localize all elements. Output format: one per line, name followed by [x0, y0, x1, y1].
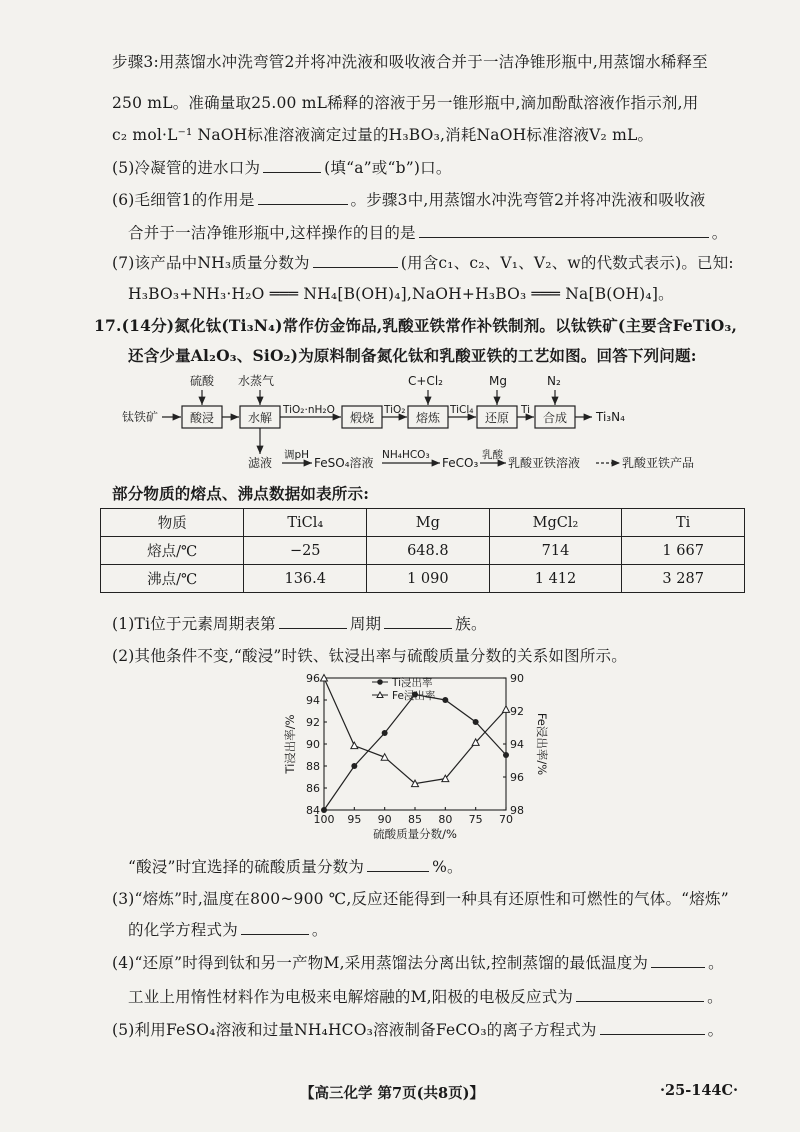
answer-blank[interactable] [241, 920, 309, 935]
q5-text-post: (填“a”或“b”)口。 [324, 159, 452, 177]
question-4-line2 [128, 985, 723, 1007]
flow-box-label: 还原 [485, 411, 510, 425]
y2-tick-label: 92 [510, 705, 524, 718]
table-cell: 648.8 [367, 537, 490, 565]
q7-text: (7)该产品中NH₃质量分数为 [112, 254, 310, 272]
q4-text-post: 。 [708, 954, 724, 972]
table-header-cell: 物质 [101, 509, 244, 537]
question-4-line1 [112, 951, 724, 973]
step3-line3: c₂ mol·L⁻¹ NaOH标准溶液滴定过量的H₃BO₃,消耗NaOH标准溶液V₂ mL。 [112, 126, 654, 144]
question-1 [112, 612, 487, 634]
page-footer: 【高三化学 第7页(共8页)】 [300, 1085, 484, 1102]
data-point-ti [503, 752, 509, 758]
answer-blank[interactable] [419, 223, 709, 238]
leaching-rate-chart [280, 668, 550, 848]
q4-text-line2-post: 。 [707, 988, 723, 1006]
x-tick-label: 75 [468, 813, 483, 826]
flow-product: Ti₃N₄ [596, 410, 625, 424]
legend-label-fe: Fe浸出率 [392, 690, 436, 702]
data-point-ti [442, 697, 448, 703]
flow-box-label: 水解 [248, 411, 273, 425]
q7-text-post: (用含c₁、c₂、V₁、V₂、w的代数式表示)。已知: [400, 254, 734, 272]
question-5b [112, 1018, 723, 1040]
y-tick-label: 84 [306, 804, 320, 817]
question-3-line2 [128, 918, 328, 940]
y2-tick-label: 94 [510, 738, 524, 751]
answer-blank[interactable] [651, 953, 705, 968]
table-cell: 714 [489, 537, 622, 565]
q17-intro-line1: 17.(14分)氮化钛(Ti₃N₄)常作仿金饰品,乳酸亚铁常作补铁制剂。以钛铁矿(主要含FeTiO₃, [94, 316, 738, 335]
y-tick-label: 88 [306, 760, 320, 773]
legend-label-ti: Ti浸出率 [392, 677, 433, 689]
legend-marker-ti [377, 679, 383, 685]
flow-reagent: 水蒸气 [238, 374, 275, 388]
answer-blank[interactable] [258, 190, 348, 205]
flow-sub: 滤液 [248, 456, 273, 470]
x-tick-label: 90 [377, 813, 392, 826]
flow-sub: FeSO₄溶液 [314, 456, 374, 470]
table-cell: 沸点/℃ [101, 565, 244, 593]
data-point-fe [381, 754, 388, 761]
flow-reagent: 硫酸 [190, 374, 215, 388]
answer-blank[interactable] [279, 614, 347, 629]
chart-y2-label: Fe浸出率/% [535, 712, 549, 776]
table-header-cell: Ti [622, 509, 745, 537]
flow-sub: 乳酸亚铁产品 [622, 456, 695, 470]
x-tick-label: 95 [347, 813, 362, 826]
q5b-text-post: 。 [707, 1021, 724, 1039]
data-point-fe [351, 742, 358, 749]
y2-tick-label: 90 [510, 672, 524, 685]
q1-text: (1)Ti位于元素周期表第 [112, 615, 276, 633]
answer-blank[interactable] [600, 1020, 705, 1035]
question-7 [112, 251, 734, 273]
table-cell: −25 [244, 537, 367, 565]
table-cell: 1 412 [489, 565, 622, 593]
table-header-row [101, 509, 745, 537]
question-2b [128, 855, 463, 877]
data-point-ti [321, 807, 327, 813]
y-tick-label: 92 [306, 716, 320, 729]
table-header-cell: Mg [367, 509, 490, 537]
q5b-text: (5)利用FeSO₄溶液和过量NH₄HCO₃溶液制备FeCO₃的离子方程式为 [112, 1021, 597, 1039]
table-intro: 部分物质的熔点、沸点数据如表所示: [112, 484, 370, 503]
x-tick-label: 100 [313, 813, 335, 826]
y2-tick-label: 98 [510, 804, 524, 817]
y-tick-label: 90 [306, 738, 320, 751]
answer-blank[interactable] [576, 987, 704, 1002]
q1-text-mid: 周期 [349, 615, 382, 633]
y-tick-label: 94 [306, 694, 320, 707]
chart-x-label: 硫酸质量分数/% [373, 827, 457, 841]
chart-y-label: Ti浸出率/% [283, 714, 297, 774]
q4-text-line2: 工业上用惰性材料作为电极来电解熔融的M,阳极的电极反应式为 [128, 988, 574, 1006]
flow-sub: FeCO₃ [442, 456, 479, 470]
flow-sub: NH₄HCO₃ [382, 449, 430, 461]
x-tick-label: 70 [499, 813, 513, 826]
data-point-ti [382, 730, 388, 736]
table-cell: 1 090 [367, 565, 490, 593]
question-6-line2 [128, 221, 727, 243]
question-6 [112, 188, 705, 210]
q17-intro-line2: 还含少量Al₂O₃、SiO₂)为原料制备氮化钛和乳酸亚铁的工艺如图。回答下列问题: [128, 346, 697, 365]
flow-box-label: 酸浸 [190, 411, 215, 425]
table-cell: 1 667 [622, 537, 745, 565]
process-flow-diagram [0, 368, 800, 488]
flow-sub: 调pH [284, 449, 310, 461]
flow-sub: 乳酸亚铁溶液 [508, 456, 581, 470]
table-header-cell: MgCl₂ [489, 509, 622, 537]
table-cell: 3 287 [622, 565, 745, 593]
flow-reagent: N₂ [547, 374, 561, 388]
question-2: (2)其他条件不变,“酸浸”时铁、钛浸出率与硫酸质量分数的关系如图所示。 [112, 647, 627, 665]
question-3-line1: (3)“熔炼”时,温度在800~900 ℃,反应还能得到一种具有还原性和可燃性的气体。“熔炼” [112, 890, 729, 908]
flow-arrow-label: TiO₂·nH₂O [283, 404, 335, 416]
q2b-text-post: %。 [432, 858, 463, 876]
step3-line1: 步骤3:用蒸馏水冲洗弯管2并将冲洗液和吸收液合并于一洁净锥形瓶中,用蒸馏水稀释至 [112, 53, 708, 71]
table-row [101, 565, 745, 593]
question-5 [112, 156, 452, 178]
answer-blank[interactable] [367, 857, 429, 872]
flow-arrow-label: TiO₂ [384, 404, 406, 416]
table-row [101, 537, 745, 565]
q3-text: 的化学方程式为 [128, 921, 238, 939]
table-header-cell: TiCl₄ [244, 509, 367, 537]
table-cell: 熔点/℃ [101, 537, 244, 565]
y-tick-label: 96 [306, 672, 320, 685]
q6-text: (6)毛细管1的作用是 [112, 191, 255, 209]
flow-box-label: 熔炼 [416, 411, 441, 425]
flow-box-label: 煅烧 [350, 411, 375, 425]
answer-blank[interactable] [313, 253, 398, 268]
step3-line2: 250 mL。准确量取25.00 mL稀释的溶液于另一锥形瓶中,滴加酚酞溶液作指示剂,用 [112, 94, 699, 112]
answer-blank[interactable] [384, 614, 452, 629]
page-code: ·25-144C· [660, 1082, 739, 1099]
answer-blank[interactable] [263, 158, 321, 173]
flow-sub: 乳酸 [482, 449, 503, 461]
q3-text-post: 。 [311, 921, 328, 939]
y-tick-label: 86 [306, 782, 320, 795]
series-line-ti [324, 695, 506, 811]
q6-text-mid: 。步骤3中,用蒸馏水冲洗弯管2并将冲洗液和吸收液 [350, 191, 706, 209]
flow-reagent: Mg [489, 374, 507, 388]
q4-text: (4)“还原”时得到钛和另一产物M,采用蒸馏法分离出钛,控制蒸馏的最低温度为 [112, 954, 649, 972]
q6-end: 。 [711, 224, 728, 242]
q5-text: (5)冷凝管的进水口为 [112, 159, 261, 177]
q6-text-line2: 合并于一洁净锥形瓶中,这样操作的目的是 [128, 224, 416, 242]
flow-reagent: C+Cl₂ [408, 374, 443, 388]
q1-text-post: 族。 [455, 615, 487, 633]
table-cell: 136.4 [244, 565, 367, 593]
y2-tick-label: 96 [510, 771, 524, 784]
flow-arrow-label: Ti [521, 404, 531, 416]
data-point-ti [473, 719, 479, 725]
q7-equation: H₃BO₃+NH₃·H₂O ═══ NH₄[B(OH)₄],NaOH+H₃BO₃ ═══ Na[B(OH)₄]。 [128, 285, 674, 303]
q2b-text: “酸浸”时宜选择的硫酸质量分数为 [128, 858, 365, 876]
flow-box-label: 合成 [543, 411, 568, 425]
flow-start: 钛铁矿 [122, 410, 159, 424]
data-point-fe [503, 706, 510, 713]
data-point-ti [351, 763, 357, 769]
properties-table [100, 508, 745, 593]
x-tick-label: 80 [438, 813, 453, 826]
flow-arrow-label: TiCl₄ [450, 404, 474, 416]
x-tick-label: 85 [408, 813, 422, 826]
